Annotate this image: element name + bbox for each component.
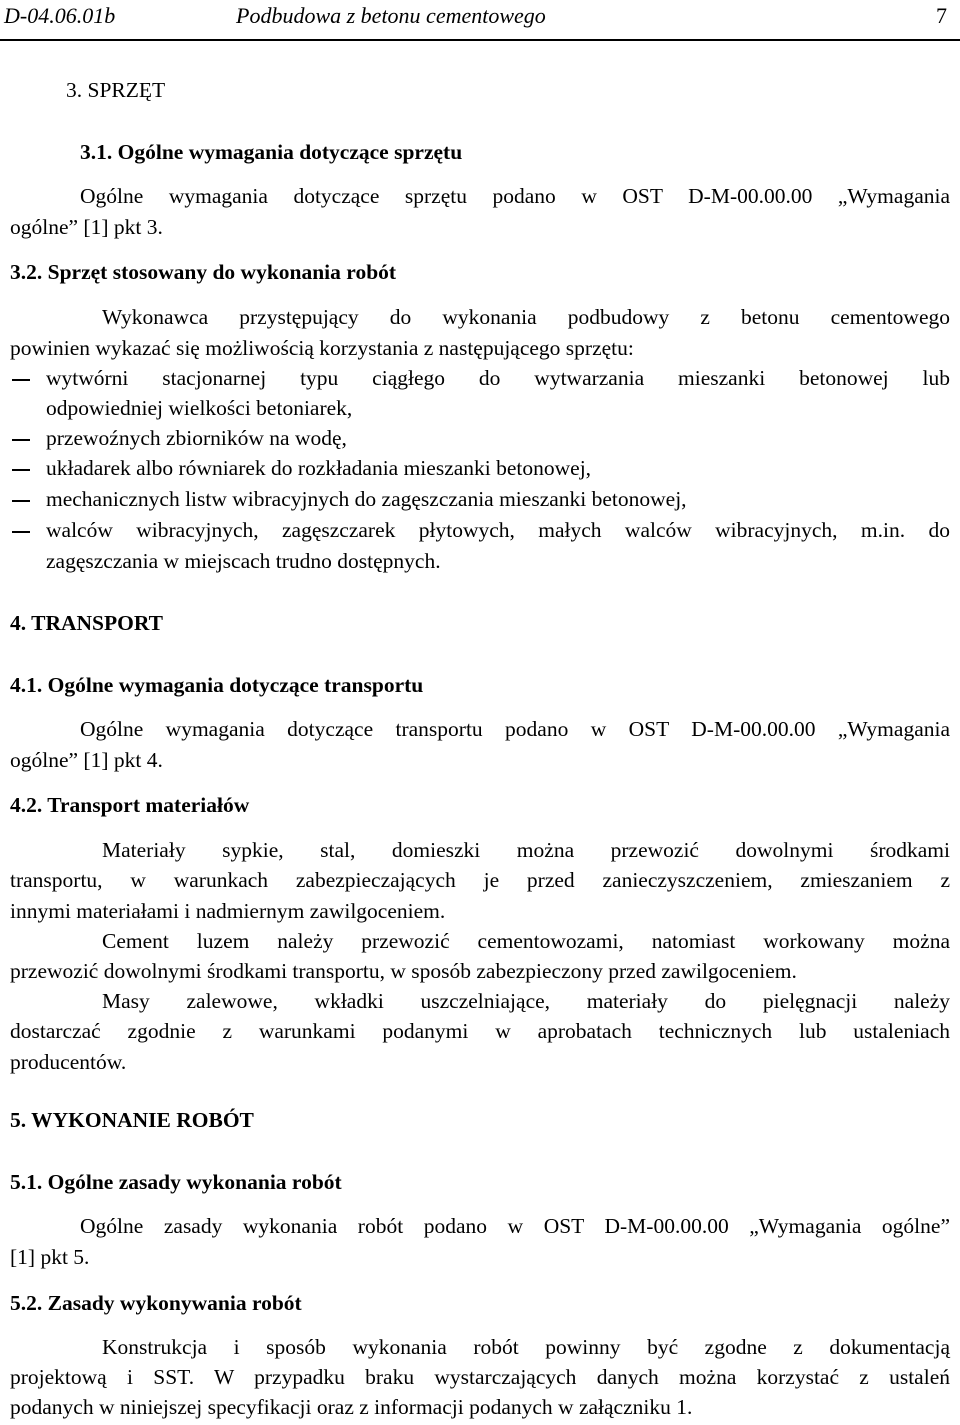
list-item: wytwórni stacjonarnej typu ciągłego do wytwarzania mieszanki betonowej lub	[46, 366, 950, 390]
section-4-2-text-line: Materiały sypkie, stal, domieszki można przewozić dowolnymi środkami	[102, 838, 950, 862]
section-3-2-text-line: Wykonawca przystępujący do wykonania podbudowy z betonu cementowego	[102, 305, 950, 329]
section-3-1-text-line: ogólne” [1] pkt 3.	[10, 215, 163, 239]
section-5-2-text-line: podanych w niniejszej specyfikacji oraz z informacji podanych w załączniku 1.	[10, 1395, 693, 1419]
section-5-1-text-line: [1] pkt 5.	[10, 1245, 90, 1269]
section-4-1-heading: 4.1. Ogólne wymagania dotyczące transportu	[10, 673, 424, 697]
header-divider	[0, 39, 960, 41]
list-dash	[12, 531, 30, 533]
list-dash	[12, 379, 30, 381]
section-3-heading: 3. SPRZĘT	[66, 78, 166, 102]
list-item: mechanicznych listw wibracyjnych do zagęszczania mieszanki betonowej,	[46, 487, 687, 511]
section-3-1-text-line: Ogólne wymagania dotyczące sprzętu podano w OST D-M-00.00.00 „Wymagania	[80, 184, 950, 208]
list-item: walców wibracyjnych, zagęszczarek płytowych, małych walców wibracyjnych, m.in. do	[46, 518, 950, 542]
list-item: przewoźnych zbiorników na wodę,	[46, 426, 347, 450]
section-4-heading: 4. TRANSPORT	[10, 611, 163, 635]
section-4-2-text-line: przewozić dowolnymi środkami transportu, w sposób zabezpieczony przed zawilgoceniem.	[10, 959, 797, 983]
section-4-2-text-line: innymi materiałami i nadmiernym zawilgoceniem.	[10, 899, 446, 923]
section-5-1-text-line: Ogólne zasady wykonania robót podano w OST D-M-00.00.00 „Wymagania ogólne”	[80, 1214, 950, 1238]
list-item-continuation: odpowiedniej wielkości betoniarek,	[46, 396, 353, 420]
section-4-2-text-line: transportu, w warunkach zabezpieczających je przed zanieczyszczeniem, zmieszaniem z	[10, 868, 950, 892]
section-5-2-text-line: projektową i SST. W przypadku braku wystarczających danych można korzystać z ustaleń	[10, 1365, 950, 1389]
section-5-2-heading: 5.2. Zasady wykonywania robót	[10, 1291, 302, 1315]
list-item-continuation: zagęszczania w miejscach trudno dostępnych.	[46, 549, 441, 573]
section-4-2-text-line: producentów.	[10, 1050, 127, 1074]
section-3-2-text-line: powinien wykazać się możliwością korzystania z następującego sprzętu:	[10, 336, 634, 360]
list-dash	[12, 469, 30, 471]
section-4-2-text-line: Masy zalewowe, wkładki uszczelniające, materiały do pielęgnacji należy	[102, 989, 950, 1013]
list-item: układarek albo równiarek do rozkładania mieszanki betonowej,	[46, 456, 592, 480]
section-3-2-heading: 3.2. Sprzęt stosowany do wykonania robót	[10, 260, 397, 284]
document-title: Podbudowa z betonu cementowego	[236, 3, 546, 28]
section-4-1-text-line: Ogólne wymagania dotyczące transportu podano w OST D-M-00.00.00 „Wymagania	[80, 717, 950, 741]
section-5-heading: 5. WYKONANIE ROBÓT	[10, 1108, 254, 1132]
section-4-2-text-line: dostarczać zgodnie z warunkami podanymi w aprobatach technicznych lub ustaleniach	[10, 1019, 950, 1043]
page-number: 7	[936, 3, 947, 28]
spec-code: D-04.06.01b	[4, 3, 116, 28]
section-3-1-heading: 3.1. Ogólne wymagania dotyczące sprzętu	[80, 140, 463, 164]
section-4-1-text-line: ogólne” [1] pkt 4.	[10, 748, 163, 772]
list-dash	[12, 439, 30, 441]
section-5-2-text-line: Konstrukcja i sposób wykonania robót powinny być zgodne z dokumentacją	[102, 1335, 950, 1359]
list-dash	[12, 500, 30, 502]
page-header	[0, 0, 960, 42]
section-4-2-text-line: Cement luzem należy przewozić cementowozami, natomiast workowany można	[102, 929, 950, 953]
section-5-1-heading: 5.1. Ogólne zasady wykonania robót	[10, 1170, 342, 1194]
section-4-2-heading: 4.2. Transport materiałów	[10, 793, 250, 817]
